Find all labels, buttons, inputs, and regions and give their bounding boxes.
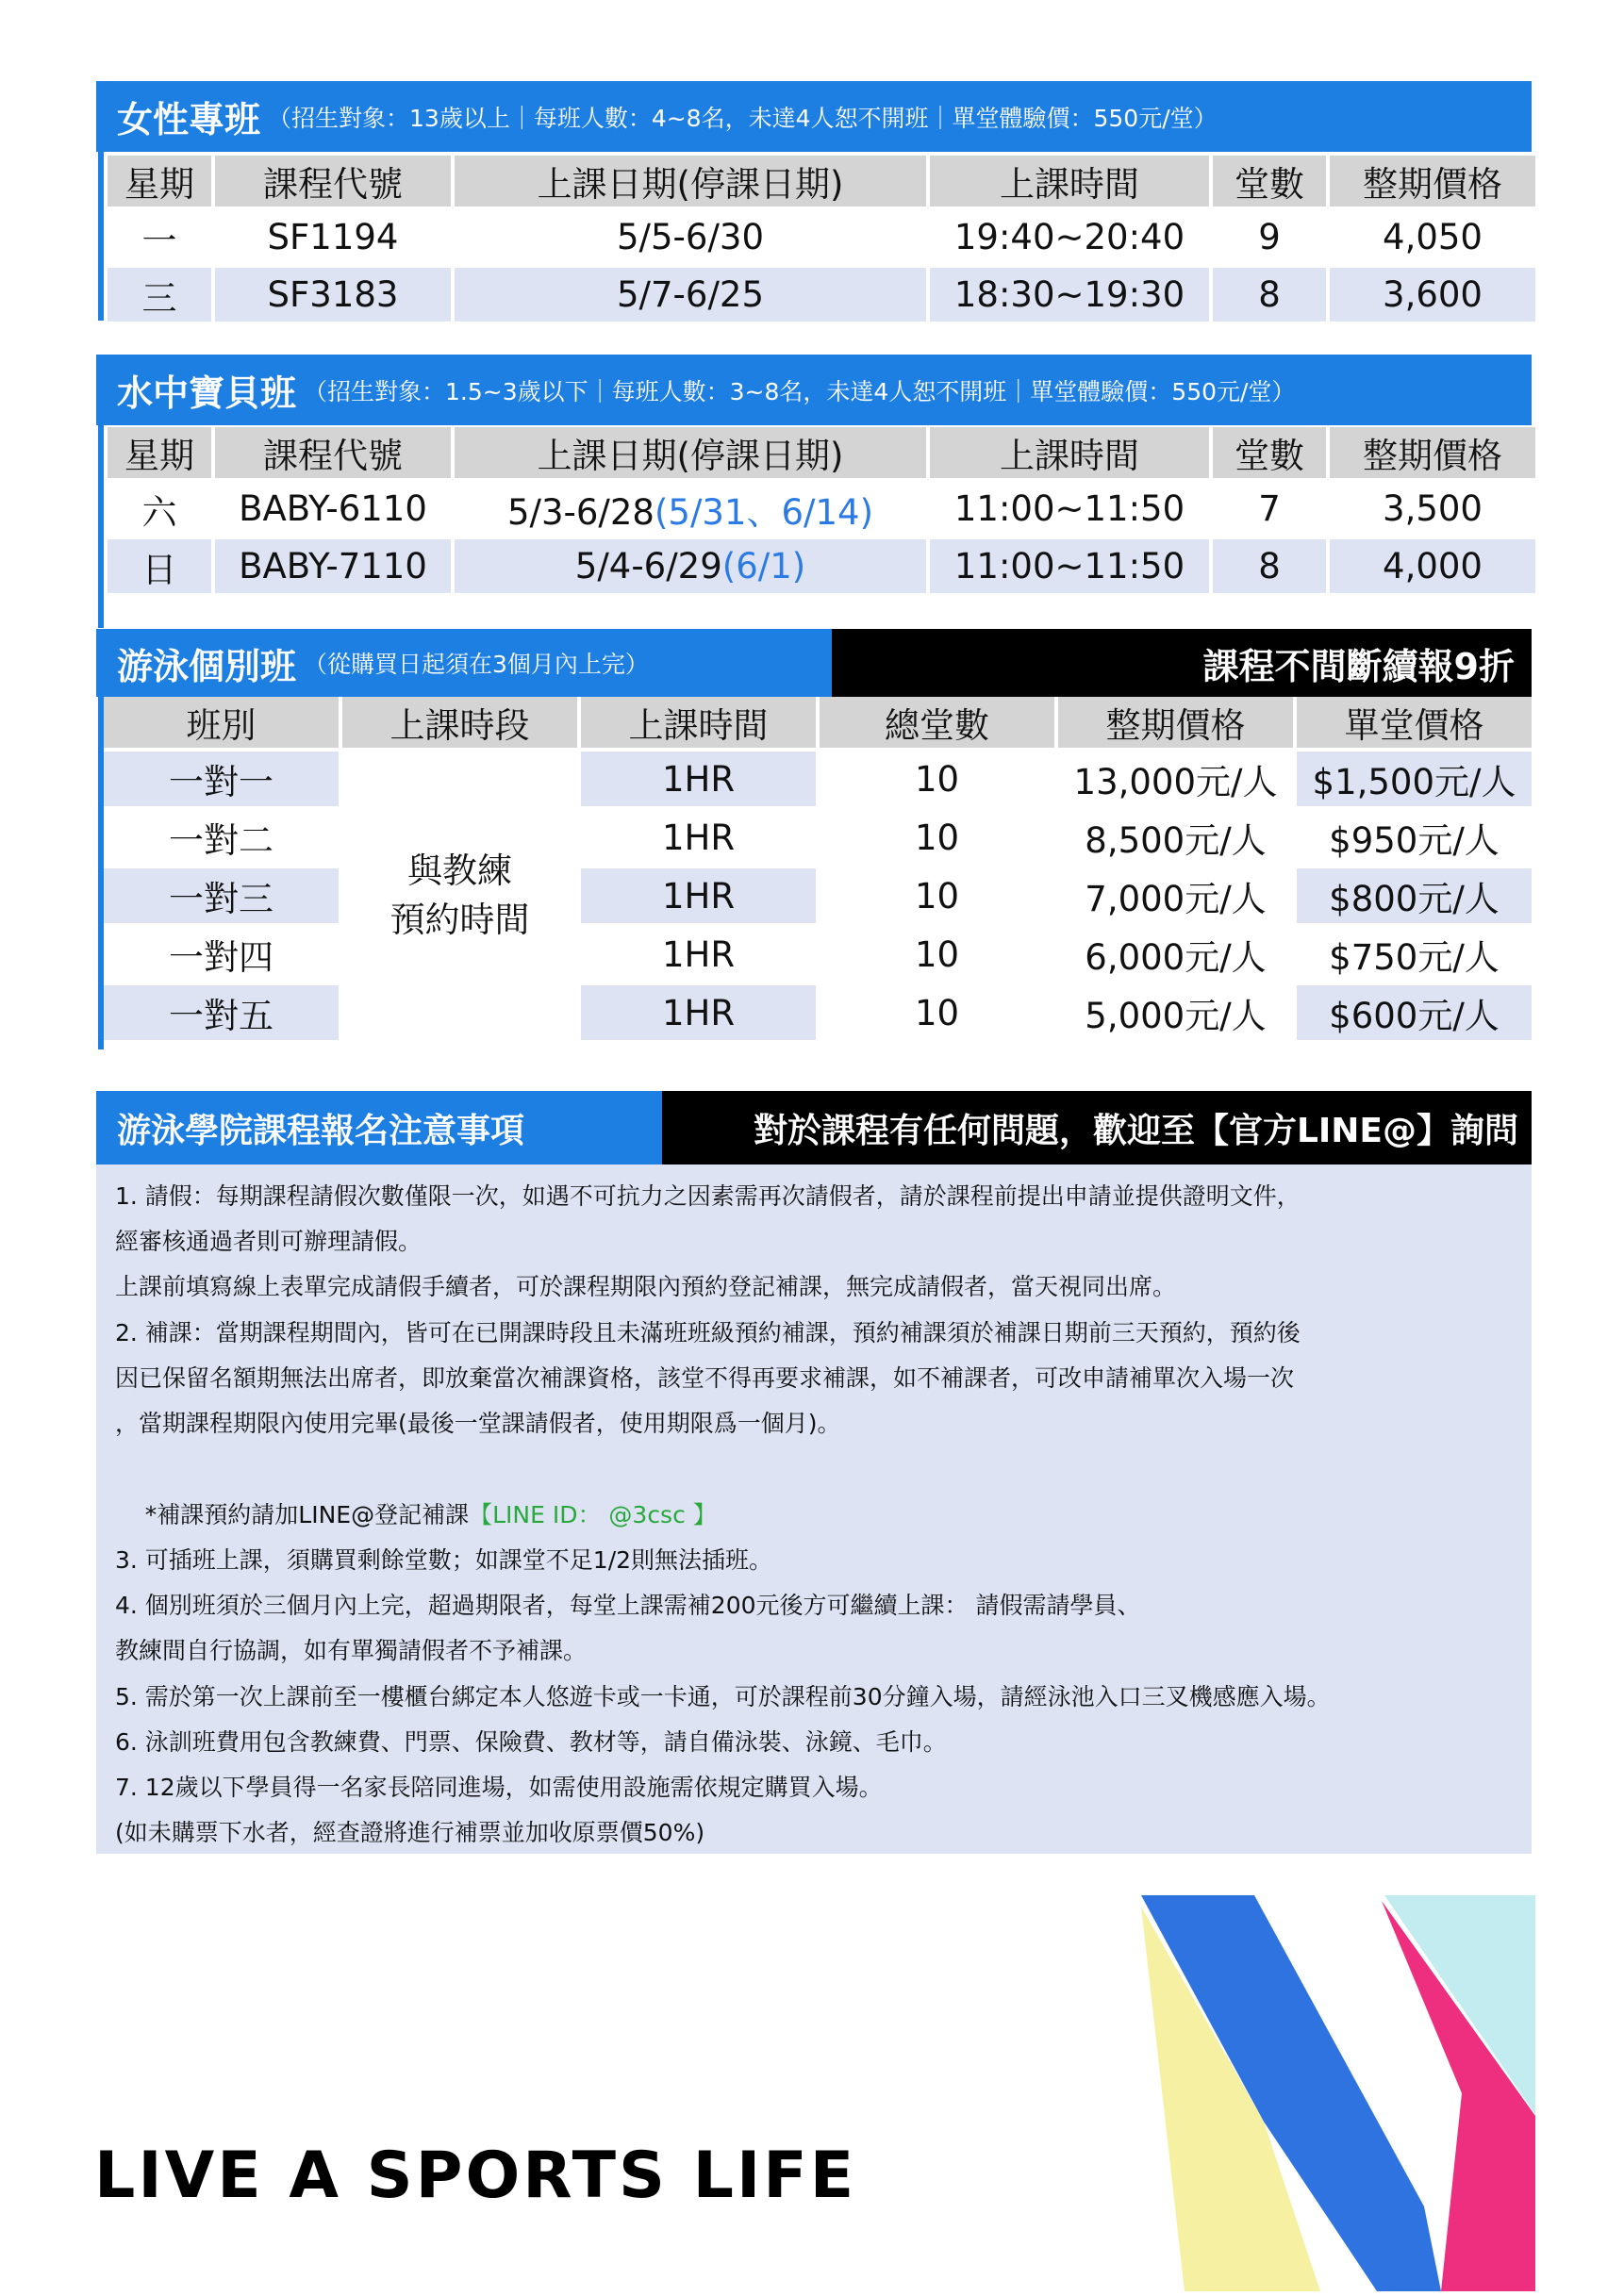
- col-header-slot: 上課時段: [342, 697, 577, 748]
- cell-price: 3,500: [1383, 488, 1483, 529]
- note-line: 6. 泳訓班費用包含教練費、門票、保險費、教材等，請自備泳裝、泳鏡、毛巾。: [115, 1728, 947, 1756]
- cell-type: 一對五: [104, 985, 339, 1040]
- private-class-title: 游泳個別班: [117, 645, 297, 687]
- col-header-time: 上課時間: [930, 427, 1209, 478]
- col-header-type: 班別: [104, 697, 339, 748]
- col-header-date: 上課日期(停課日期): [455, 156, 926, 206]
- note-line: 7. 12歲以下學員得一名家長陪同進場，如需使用設施需依規定購買入場。: [115, 1774, 883, 1801]
- cell-day: 日: [108, 539, 211, 593]
- line-note: [115, 1493, 717, 1539]
- cell-type: 一對一: [104, 752, 339, 806]
- cell-price: 4,000: [1330, 539, 1535, 593]
- col-header-code: 課程代號: [215, 427, 451, 478]
- cell-date: 5/5-6/30: [617, 217, 764, 257]
- note-line: 2. 補課：當期課程期間內，皆可在已開課時段且未滿班班級預約補課，預約補課須於補課日期前三天預約，預約後: [115, 1319, 1301, 1346]
- cell-time: 1HR: [581, 868, 816, 923]
- cell-time: 1HR: [581, 810, 816, 865]
- table-row: [104, 868, 1532, 923]
- date-range: 5/3-6/28: [506, 491, 655, 533]
- baby-class-subtitle: （招生對象：1.5~3歲以下｜每班人數：3~8名，未達4人恕不開班｜單堂體驗價：550元/堂）: [304, 377, 1296, 405]
- women-class-section: [96, 81, 1532, 321]
- cell-price: 5,000元/人: [1058, 985, 1293, 1040]
- table-row: [108, 482, 1535, 536]
- cell-count: 7: [1258, 488, 1281, 529]
- cell-day: 六: [141, 491, 177, 533]
- note-line: 3. 可插班上課，須購買剩餘堂數；如課堂不足1/2則無法插班。: [115, 1546, 773, 1574]
- baby-class-section: [96, 355, 1532, 628]
- date-range: 5/4-6/29: [574, 546, 722, 586]
- cell-single: $600元/人: [1297, 985, 1532, 1040]
- cell-code: BABY-7110: [215, 539, 451, 593]
- table-row: [108, 539, 1535, 593]
- note-line: 1. 請假：每期課程請假次數僅限一次，如遇不可抗力之因素需再次請假者，請於課程前提出申請並提供證明文件，: [115, 1182, 1301, 1210]
- note-line: ，當期課程期限內使用完畢(最後一堂課請假者，使用期限爲一個月)。: [115, 1410, 841, 1437]
- cell-date: [455, 539, 926, 593]
- cell-time: 11:00~11:50: [930, 539, 1209, 593]
- col-header-price: 整期價格: [1058, 697, 1293, 748]
- cell-date: [455, 482, 926, 536]
- col-header-price: 整期價格: [1330, 427, 1535, 478]
- women-class-subtitle: （招生對象：13歲以上｜每班人數：4~8名，未達4人恕不開班｜單堂體驗價：550元/堂）: [268, 104, 1218, 132]
- cell-price: 4,050: [1383, 217, 1483, 257]
- cell-price: 8,500元/人: [1058, 810, 1293, 865]
- col-header-time: 上課時間: [581, 697, 816, 748]
- note-line: (如未購票下水者，經查證將進行補票並加收原票價50%): [115, 1819, 705, 1846]
- cell-day: 一: [141, 220, 177, 261]
- table-row: [108, 268, 1535, 322]
- col-header-single: 單堂價格: [1297, 697, 1532, 748]
- cell-time: 1HR: [581, 927, 816, 982]
- cell-code: SF1194: [267, 217, 399, 257]
- table-row: [104, 752, 1532, 806]
- notes-header: [96, 1091, 1532, 1165]
- cell-single: $950元/人: [1297, 810, 1532, 865]
- cell-date: 5/7-6/25: [455, 268, 926, 322]
- women-class-header-bar: [96, 81, 1532, 152]
- cell-count: 8: [1213, 539, 1326, 593]
- promo-banner: 課程不間斷續報9折: [832, 629, 1532, 697]
- table-row: [104, 810, 1532, 865]
- cell-time: 11:00~11:50: [953, 488, 1185, 529]
- cell-price: 6,000元/人: [1058, 927, 1293, 982]
- cell-count: 10: [820, 752, 1054, 806]
- baby-class-title: 水中寶貝班: [117, 372, 297, 414]
- cell-count: 10: [820, 985, 1054, 1040]
- cell-type: 一對四: [104, 927, 339, 982]
- col-header-count: 總堂數: [820, 697, 1054, 748]
- col-header-code: 課程代號: [215, 156, 451, 206]
- slogan: LIVE A SPORTS LIFE: [94, 2139, 857, 2213]
- cell-slot: [342, 752, 577, 1040]
- col-header-day: 星期: [108, 427, 211, 478]
- private-class-table: [100, 693, 1535, 1044]
- women-class-table: [104, 152, 1539, 325]
- note-line: 4. 個別班須於三個月內上完，超過期限者，每堂上課需補200元後方可繼續上課： 請假需請學員、: [115, 1592, 1141, 1619]
- line-id: 【LINE ID： @3csc 】: [469, 1501, 717, 1528]
- col-header-count: 堂數: [1213, 156, 1326, 206]
- date-off: (5/31、6/14): [654, 491, 874, 533]
- cell-time: 1HR: [581, 752, 816, 806]
- baby-class-table: [104, 423, 1539, 597]
- note-line: 5. 需於第一次上課前至一樓櫃台綁定本人悠遊卡或一卡通，可於課程前30分鐘入場，請經泳池入口三叉機感應入場。: [115, 1683, 1331, 1710]
- cell-time: 18:30~19:30: [930, 268, 1209, 322]
- note-line: 經審核通過者則可辦理請假。: [115, 1228, 423, 1255]
- cell-count: 10: [820, 927, 1054, 982]
- baby-class-header-bar: [96, 355, 1532, 425]
- col-header-date: 上課日期(停課日期): [455, 427, 926, 478]
- cell-price: 3,600: [1330, 268, 1535, 322]
- cell-day: 三: [108, 268, 211, 322]
- table-row: [108, 210, 1535, 264]
- cell-time: 19:40~20:40: [953, 217, 1185, 257]
- cell-price: 7,000元/人: [1058, 868, 1293, 923]
- contact-banner: 對於課程有任何問題，歡迎至【官方LINE@】詢問: [662, 1091, 1532, 1165]
- women-class-title: 女性專班: [117, 99, 261, 140]
- notes-title: 游泳學院課程報名注意事項: [117, 1111, 525, 1150]
- slot-line2: 預約時間: [389, 900, 530, 940]
- cell-type: 一對三: [104, 868, 339, 923]
- slot-line1: 與教練: [407, 851, 512, 891]
- cell-price: 13,000元/人: [1058, 752, 1293, 806]
- col-header-day: 星期: [108, 156, 211, 206]
- cell-single: $1,500元/人: [1297, 752, 1532, 806]
- cell-single: $750元/人: [1297, 927, 1532, 982]
- cell-code: BABY-6110: [239, 488, 427, 529]
- private-class-section: [96, 629, 1532, 1049]
- brand-logo-graphic: [1141, 1895, 1535, 2291]
- cell-type: 一對二: [104, 810, 339, 865]
- notes-title-bar: [96, 1091, 662, 1165]
- cell-count: 10: [820, 810, 1054, 865]
- note-line: 教練間自行協調，如有單獨請假者不予補課。: [115, 1637, 588, 1664]
- cell-single: $800元/人: [1297, 868, 1532, 923]
- private-class-header-bar: [96, 629, 832, 697]
- cell-time: 1HR: [581, 985, 816, 1040]
- table-row: [104, 985, 1532, 1040]
- cell-code: SF3183: [215, 268, 451, 322]
- col-header-count: 堂數: [1213, 427, 1326, 478]
- cell-count: 8: [1213, 268, 1326, 322]
- line-note-text: *補課預約請加LINE@登記補課: [115, 1501, 470, 1528]
- notes-body: [96, 1165, 1532, 1854]
- note-line: 因已保留名額期無法出席者，即放棄當次補課資格，該堂不得再要求補課，如不補課者，可改申請補單次入場一次: [115, 1364, 1295, 1392]
- note-line: 上課前填寫線上表單完成請假手續者，可於課程期限內預約登記補課，無完成請假者，當天視同出席。: [115, 1273, 1177, 1300]
- private-class-subtitle: （從購買日起須在3個月內上完）: [304, 651, 649, 678]
- cell-count: 9: [1258, 217, 1281, 257]
- table-row: [104, 927, 1532, 982]
- col-header-price: 整期價格: [1330, 156, 1535, 206]
- cell-count: 10: [820, 868, 1054, 923]
- col-header-time: 上課時間: [930, 156, 1209, 206]
- date-off: (6/1): [721, 546, 806, 586]
